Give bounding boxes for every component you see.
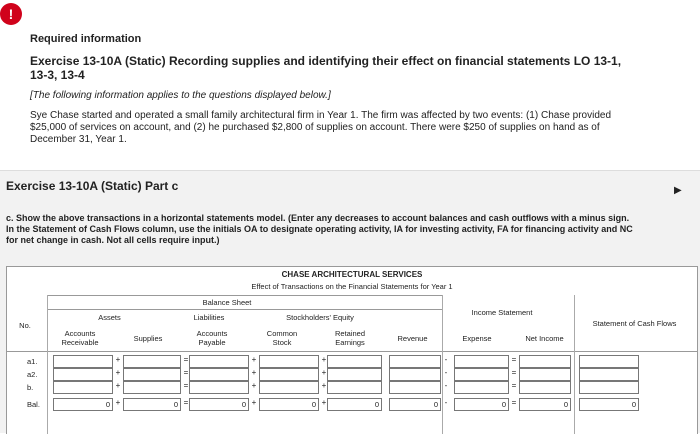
cell-input[interactable] [327, 355, 382, 368]
cell-input[interactable] [519, 368, 571, 381]
cell-input[interactable] [454, 368, 509, 381]
no-header: No. [19, 321, 31, 330]
operator-sign: + [251, 368, 257, 377]
cell-input[interactable] [189, 368, 249, 381]
cell-input[interactable]: 0 [389, 398, 441, 411]
operator-sign: + [321, 381, 327, 390]
operator-sign: + [115, 355, 121, 364]
supplies-header: Supplies [133, 334, 163, 343]
net-income-header: Net Income [525, 334, 564, 343]
cell-input[interactable] [259, 355, 319, 368]
cell-input[interactable] [579, 355, 639, 368]
cell-input[interactable] [519, 381, 571, 394]
part-c-panel [0, 170, 700, 433]
cell-input[interactable] [259, 381, 319, 394]
operator-sign: = [183, 398, 189, 407]
instructions: c. Show the above transactions in a horizontal statements model. (Enter any decreases to account balances and cash outflows with a minus sign. In the Statement of Cash Flows column, use the initials OA to designate operating activity, IA for investing activity, FA for financing activity and NC for net change in cash. Not all cells require input.) [6, 213, 633, 245]
exercise-note: [The following information applies to the questions displayed below.] [30, 90, 331, 101]
operator-sign: + [321, 398, 327, 407]
cell-input[interactable] [454, 355, 509, 368]
cell-input[interactable] [327, 368, 382, 381]
exercise-scenario: Sye Chase started and operated a small family architectural firm in Year 1. The firm was affected by two events: (1) Chase provided $25,000 of services on account, and (2) he purchased $2,800 of supplies on account. There were $250 of supplies on hand as of December 31, Year 1. [30, 110, 612, 145]
revenue-header: Revenue [397, 334, 428, 343]
operator-sign: = [511, 368, 517, 377]
cell-input[interactable] [53, 381, 113, 394]
operator-sign: - [444, 368, 448, 377]
operator-sign: = [183, 381, 189, 390]
liabilities-header: Liabilities [193, 313, 225, 322]
cash-flows-header: Statement of Cash Flows [592, 319, 677, 328]
equity-header: Stockholders' Equity [286, 313, 354, 322]
operator-sign: = [183, 355, 189, 364]
operator-sign: - [444, 381, 448, 390]
operator-sign: = [511, 381, 517, 390]
cell-input[interactable] [454, 381, 509, 394]
operator-sign: + [251, 398, 257, 407]
cell-input[interactable]: 0 [123, 398, 181, 411]
table-subtitle: Effect of Transactions on the Financial Statements for Year 1 [251, 282, 453, 291]
operator-sign: = [183, 368, 189, 377]
expense-header: Expense [462, 334, 492, 343]
alert-icon: ! [0, 3, 22, 25]
cell-input[interactable] [53, 368, 113, 381]
operator-sign: = [511, 398, 517, 407]
ap-header: Accounts Payable [196, 329, 228, 347]
operator-sign: + [321, 368, 327, 377]
operator-sign: + [115, 381, 121, 390]
row-label: Bal. [27, 400, 40, 409]
exercise-title: Exercise 13-10A (Static) Recording supplies and identifying their effect on financial statements LO 13-1, 13-3, 13-4 [30, 54, 622, 82]
operator-sign: + [321, 355, 327, 364]
horizontal-statements-table [6, 266, 698, 434]
cell-input[interactable] [123, 355, 181, 368]
cell-input[interactable] [389, 381, 441, 394]
company-name: CHASE ARCHITECTURAL SERVICES [281, 270, 423, 279]
operator-sign: = [511, 355, 517, 364]
question-header [0, 0, 700, 170]
row-label: a1. [27, 357, 38, 366]
row-label: a2. [27, 370, 38, 379]
operator-sign: - [444, 355, 448, 364]
cell-input[interactable]: 0 [53, 398, 113, 411]
operator-sign: + [115, 368, 121, 377]
operator-sign: + [115, 398, 121, 407]
cell-input[interactable] [53, 355, 113, 368]
cell-input[interactable]: 0 [259, 398, 319, 411]
operator-sign: - [444, 398, 448, 407]
cell-input[interactable] [389, 355, 441, 368]
operator-sign: + [251, 381, 257, 390]
cell-input[interactable]: 0 [327, 398, 382, 411]
cell-input[interactable] [259, 368, 319, 381]
common-stock-header: Common Stock [266, 329, 298, 347]
cell-input[interactable] [123, 368, 181, 381]
row-label: b. [27, 383, 34, 392]
cursor-icon: ▶ [674, 185, 682, 196]
required-information-title: Required information [30, 33, 142, 45]
cell-input[interactable] [519, 355, 571, 368]
cell-input[interactable] [123, 381, 181, 394]
cell-input[interactable] [189, 355, 249, 368]
cell-input[interactable] [189, 381, 249, 394]
ar-header: Accounts Receivable [61, 329, 99, 347]
cell-input[interactable]: 0 [189, 398, 249, 411]
balance-sheet-header: Balance Sheet [202, 298, 252, 307]
part-title: Exercise 13-10A (Static) Part c [6, 179, 179, 193]
cell-input[interactable] [327, 381, 382, 394]
assets-header: Assets [98, 313, 121, 322]
cell-input[interactable] [579, 381, 639, 394]
retained-earnings-header: Retained Earnings [334, 329, 366, 347]
cell-input[interactable]: 0 [519, 398, 571, 411]
cell-input[interactable] [389, 368, 441, 381]
cell-input[interactable]: 0 [579, 398, 639, 411]
income-statement-header: Income Statement [471, 308, 533, 317]
cell-input[interactable]: 0 [454, 398, 509, 411]
cell-input[interactable] [579, 368, 639, 381]
operator-sign: + [251, 355, 257, 364]
